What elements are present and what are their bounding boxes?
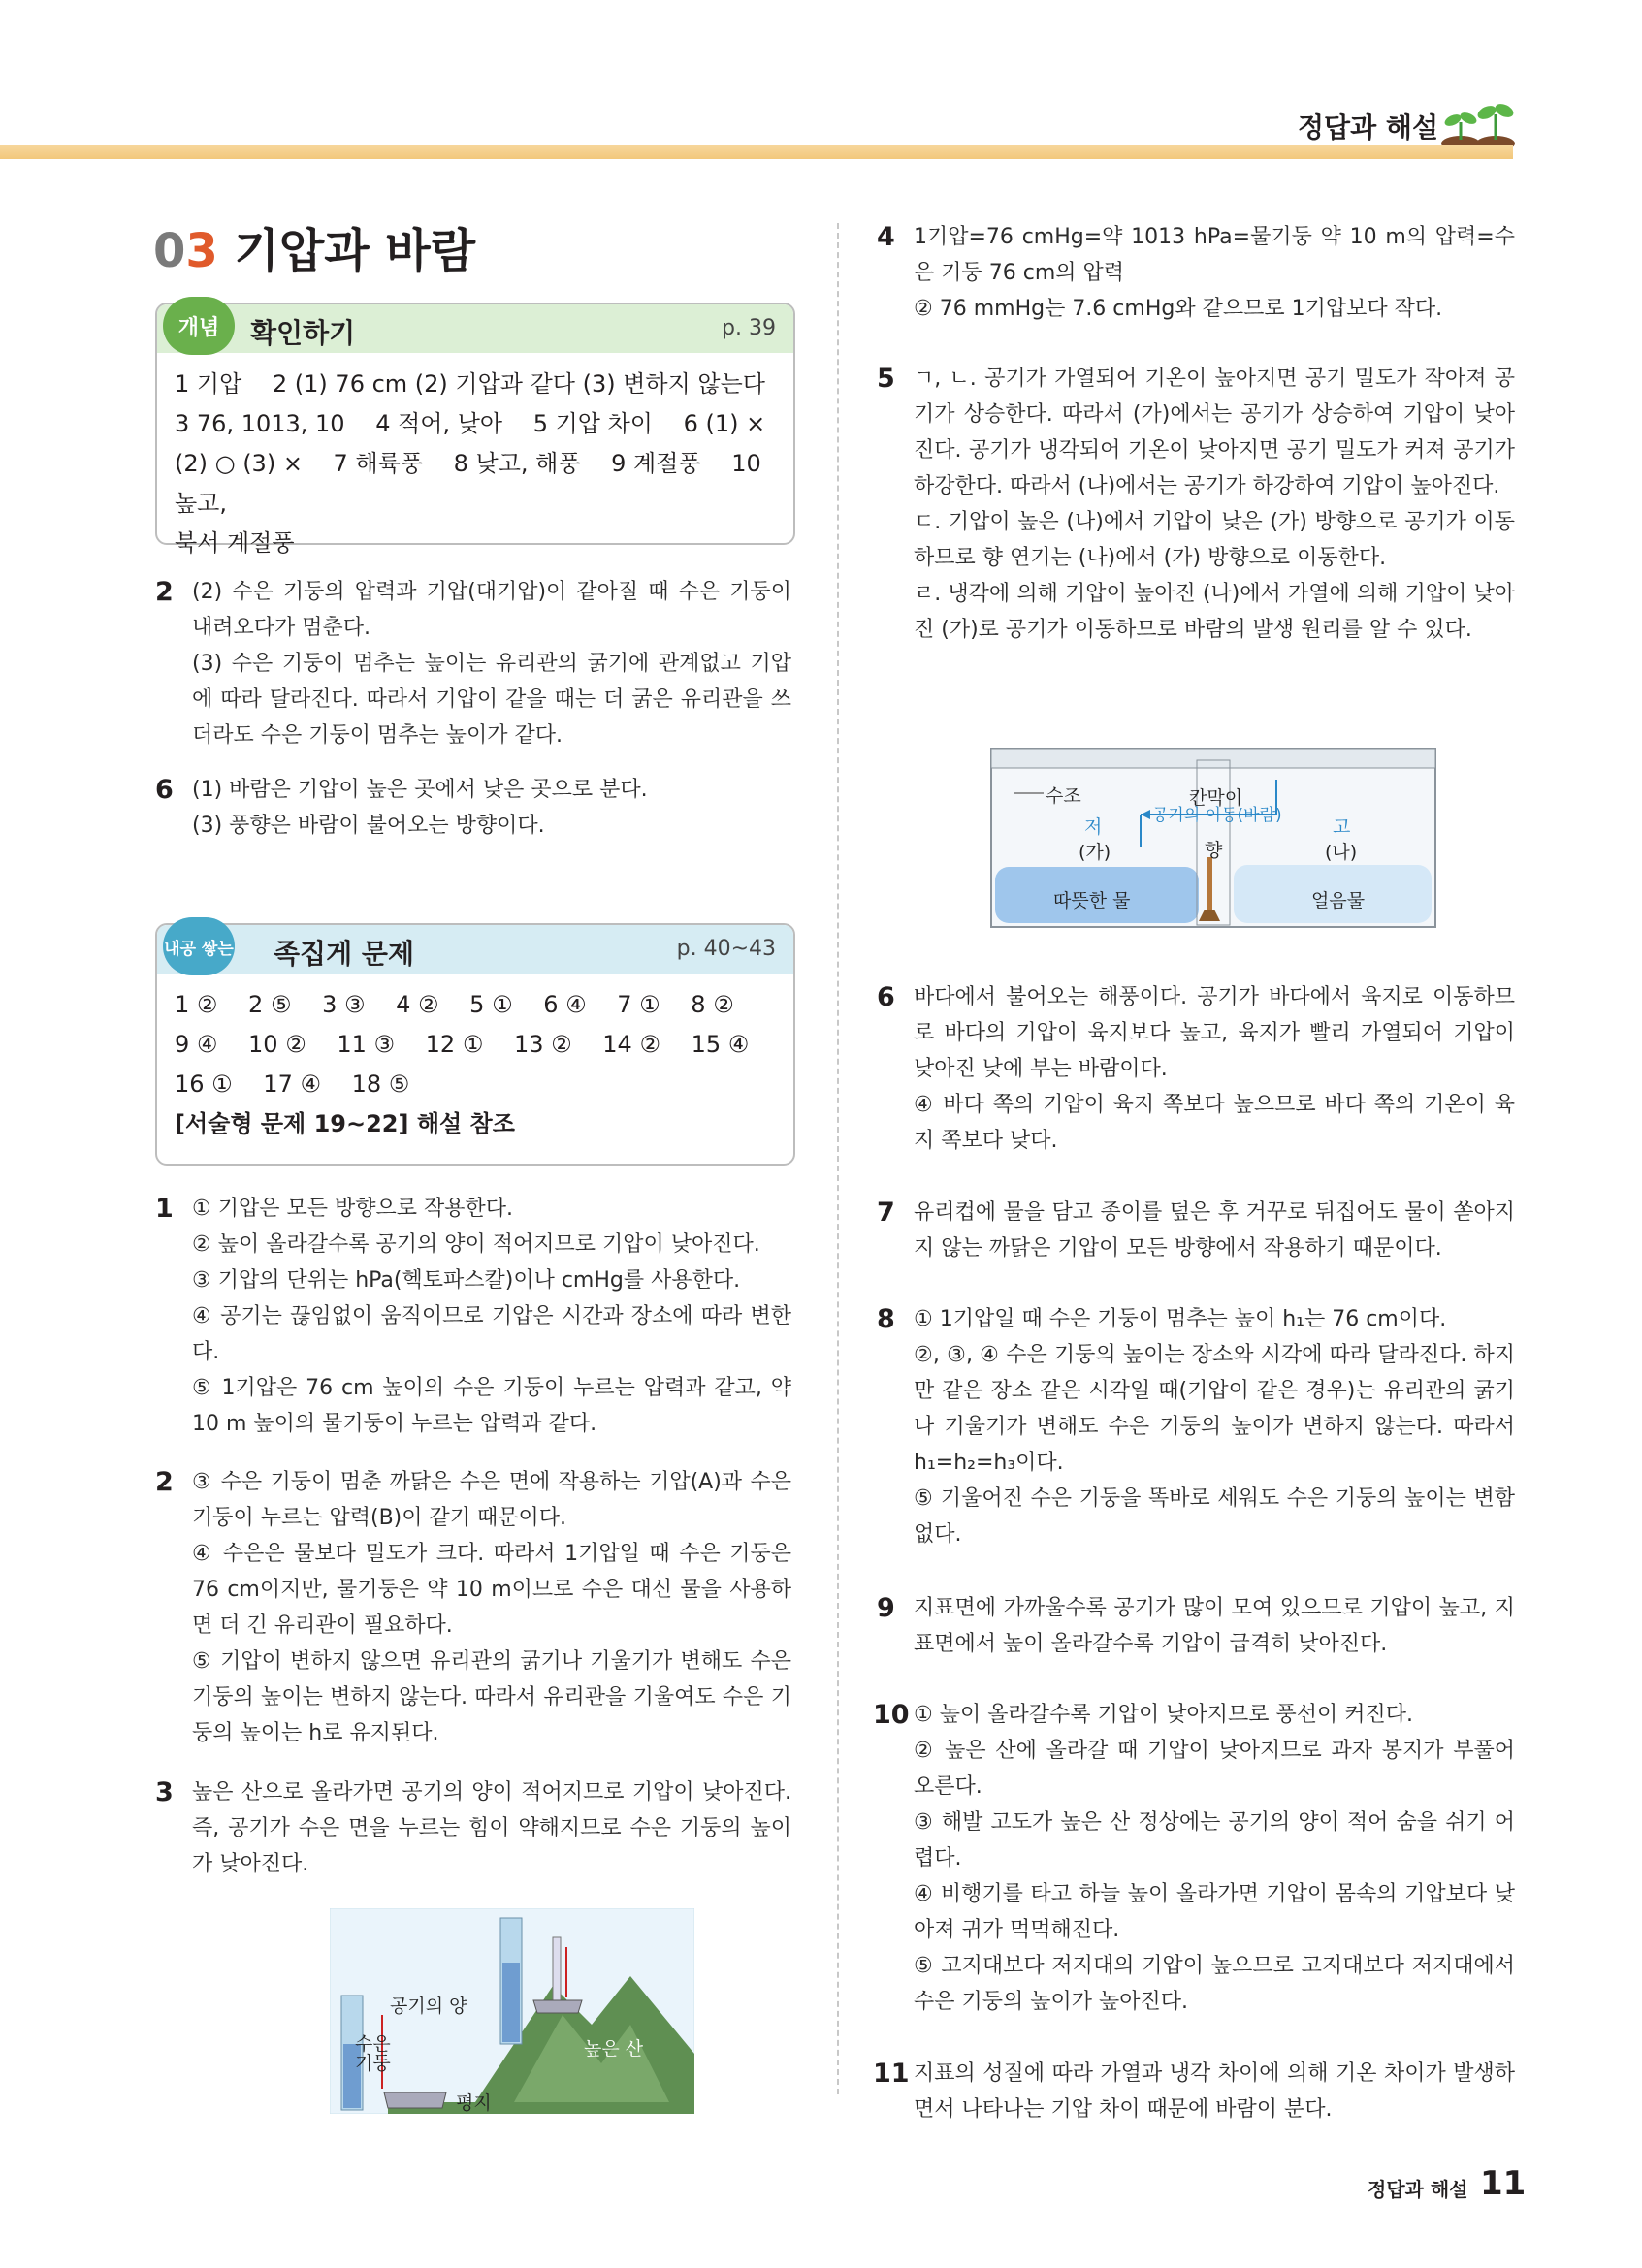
answer-line: ② 76 mmHg는 7.6 cmHg와 같으므로 1기압보다 작다. — [914, 297, 1443, 321]
item-number: 6 — [877, 982, 895, 1012]
fig-label: 공기의 양 — [390, 1996, 467, 2017]
answer-line: ㄷ. 기압이 높은 (나)에서 기압이 낮은 (가) 방향으로 공기가 이동하므로 향 연기는 (나)에서 (가) 방향으로 이동한다. — [914, 510, 1515, 570]
answer-line: ① 높이 올라갈수록 기압이 낮아지므로 풍선이 커진다. — [914, 1703, 1413, 1727]
answer-line: 16 ① 17 ④ 18 ⑤ — [175, 1070, 410, 1098]
answer-line: 지표의 성질에 따라 가열과 냉각 차이에 의해 기온 차이가 발생하면서 나타나는 기압 차이 때문에 바람이 분다. — [914, 2061, 1515, 2122]
fig-label: 고 — [1333, 816, 1351, 838]
answer-line: 유리컵에 물을 담고 종이를 덮은 후 거꾸로 뒤집어도 물이 쏟아지지 않는 까닭은 기압이 모든 방향에서 작용하기 때문이다. — [914, 1200, 1515, 1261]
problem-box — [155, 923, 795, 1166]
concept-box-page: p. 39 — [722, 316, 776, 340]
answer-2 — [155, 1464, 791, 1751]
answer-line: ⑤ 1기압은 76 cm 높이의 수은 기둥이 누르는 압력과 같고, 약 10 m 높이의 물기둥이 누르는 압력과 같다. — [192, 1376, 791, 1436]
answer-4 — [877, 219, 1515, 327]
concept-check-box — [155, 303, 795, 557]
fig-label: 수은 기둥 — [355, 2033, 391, 2074]
answer-line: ⑤ 기울어진 수은 기둥을 똑바로 세워도 수은 기둥의 높이는 변함없다. — [914, 1486, 1515, 1547]
answer-6 — [877, 979, 1515, 1159]
item-number: 6 — [155, 775, 174, 805]
fig-label: 얼음물 — [1311, 890, 1366, 911]
sprout-icon — [1439, 101, 1517, 151]
answer-10 — [873, 1697, 1515, 2020]
explanation-line: (3) 수은 기둥이 멈추는 높이는 유리관의 굵기에 관계없고 기압에 따라 달라진다. 따라서 기압이 같을 때는 더 굵은 유리관을 쓰더라도 수은 기둥이 멈추는 높이가 같다. — [192, 652, 791, 748]
answer-11 — [873, 2056, 1515, 2127]
item-number: 10 — [873, 1700, 910, 1730]
answer-line: [서술형 문제 19~22] 해설 참조 — [175, 1110, 515, 1137]
item-number: 7 — [877, 1198, 895, 1228]
concept-line: 북서 계절풍 — [175, 529, 295, 557]
answer-3 — [155, 1774, 791, 1882]
answer-5 — [877, 361, 1515, 648]
concept-line: 3 76, 1013, 10 4 적어, 낮아 5 기압 차이 6 (1) × — [175, 410, 766, 437]
answer-line: 높은 산으로 올라가면 공기의 양이 적어지므로 기압이 낮아진다. 즉, 공기가 수은 면을 누르는 힘이 약해지므로 수은 기둥의 높이가 낮아진다. — [192, 1780, 791, 1876]
answer-8 — [877, 1301, 1515, 1552]
section-title-text: 기압과 바람 — [234, 224, 476, 278]
item-number: 2 — [155, 1467, 174, 1497]
item-number: 8 — [877, 1304, 895, 1334]
fig-label: 수조 — [1046, 785, 1081, 807]
problem-answers — [175, 985, 780, 1144]
answer-line: ⑤ 기압이 변하지 않으면 유리관의 굵기나 기울기가 변해도 수은 기둥의 높이는 변하지 않는다. 따라서 유리관을 기울여도 수은 기둥의 높이는 h로 유지된다. — [192, 1649, 791, 1745]
explanation-line: (3) 풍향은 바람이 불어오는 방향이다. — [192, 814, 545, 838]
explanation-line: (1) 바람은 기압이 높은 곳에서 낮은 곳으로 분다. — [192, 778, 648, 802]
concept-explanation-2 — [155, 574, 791, 753]
answer-line: ① 기압은 모든 방향으로 작용한다. — [192, 1197, 513, 1221]
answer-line: ④ 공기는 끊임없이 움직이므로 기압은 시간과 장소에 따라 변한다. — [192, 1304, 791, 1364]
concept-badge: 개념 — [163, 297, 235, 355]
answer-line: ③ 수은 기둥이 멈춘 까닭은 수은 면에 작용하는 기압(A)과 수은 기둥이 누르는 압력(B)이 같기 때문이다. — [192, 1470, 791, 1530]
problem-box-header — [157, 925, 793, 974]
fig-label: 칸막이 — [1189, 787, 1243, 809]
header-bar — [0, 145, 1513, 159]
answer-line: 1 ② 2 ⑤ 3 ③ 4 ② 5 ① 6 ④ 7 ① 8 ② — [175, 991, 734, 1018]
problem-box-label: 족집게 문제 — [274, 938, 414, 970]
fig-label: 저 — [1084, 816, 1103, 838]
item-number: 5 — [877, 364, 895, 394]
answer-line: ④ 바다 쪽의 기압이 육지 쪽보다 높으므로 바다 쪽의 기온이 육지 쪽보다 낮다. — [914, 1093, 1515, 1153]
answer-line: 1기압=76 cmHg=약 1013 hPa=물기둥 약 10 m의 압력=수은 기둥 76 cm의 압력 — [914, 225, 1515, 285]
answer-1 — [155, 1191, 791, 1442]
fig-label: (가) — [1079, 842, 1111, 863]
item-number: 4 — [877, 222, 895, 252]
answer-line: 지표면에 가까울수록 공기가 많이 모여 있으므로 기압이 높고, 지표면에서 높이 올라갈수록 기압이 급격히 낮아진다. — [914, 1596, 1515, 1656]
mountain-diagram — [330, 1908, 694, 2114]
item-number: 1 — [155, 1194, 174, 1224]
problem-box-page: p. 40~43 — [676, 937, 776, 961]
problem-badge: 내공 쌓는 — [163, 917, 235, 975]
answer-line: ㄹ. 냉각에 의해 기압이 높아진 (나)에서 가열에 의해 기압이 낮아진 (가)로 공기가 이동하므로 바람의 발생 원리를 알 수 있다. — [914, 582, 1515, 642]
tank-wind-figure — [985, 741, 1441, 931]
concept-answers — [175, 365, 780, 563]
answer-line: ① 1기압일 때 수은 기둥이 멈추는 높이 h₁는 76 cm이다. — [914, 1307, 1447, 1331]
concept-box-label: 확인하기 — [250, 317, 356, 349]
fig-label: 높은 산 — [584, 2038, 644, 2060]
answer-line: ③ 기압의 단위는 hPa(헥토파스칼)이나 cmHg를 사용한다. — [192, 1268, 741, 1293]
answer-line: ③ 해발 고도가 높은 산 정상에는 공기의 양이 적어 숨을 쉬기 어렵다. — [914, 1810, 1515, 1870]
answer-line: ② 높이 올라갈수록 공기의 양이 적어지므로 기압이 낮아진다. — [192, 1232, 760, 1257]
concept-box-header — [157, 304, 793, 353]
answer-line: 바다에서 불어오는 해풍이다. 공기가 바다에서 육지로 이동하므로 바다의 기압이 육지보다 높고, 육지가 빨리 가열되어 기압이 낮아진 낮에 부는 바람이다. — [914, 985, 1515, 1081]
item-number: 3 — [155, 1777, 174, 1807]
answer-line: ② 높은 산에 올라갈 때 기압이 낮아지므로 과자 봉지가 부풀어 오른다. — [914, 1739, 1515, 1799]
footer-label: 정답과 해설 — [1368, 2178, 1468, 2201]
item-number: 11 — [873, 2059, 910, 2089]
fig-label: 공기의 이동(바람) — [1152, 806, 1282, 825]
answer-line: 9 ④ 10 ② 11 ③ 12 ① 13 ② 14 ② 15 ④ — [175, 1031, 750, 1058]
concept-line: (2) ○ (3) × 7 해륙풍 8 낮고, 해풍 9 계절풍 10 높고, — [175, 450, 761, 517]
fig-label: 따뜻한 물 — [1053, 890, 1131, 911]
concept-line: 1 기압 2 (1) 76 cm (2) 기압과 같다 (3) 변하지 않는다 — [175, 370, 765, 398]
answer-line: ㄱ, ㄴ. 공기가 가열되어 기온이 높아지면 공기 밀도가 작아져 공기가 상승한다. 따라서 (가)에서는 공기가 상승하여 기압이 낮아진다. 공기가 냉각되어 기온이 낮아지면 공기 밀도가 커져 공기가 하강한다. 따라서 (나)에서는 공기가 하강하여 기압이 높아진다. — [914, 367, 1515, 498]
mountain-pressure-figure — [330, 1908, 694, 2114]
answer-line: ⑤ 고지대보다 저지대의 기압이 높으므로 고지대보다 저지대에서 수은 기둥의 높이가 높아진다. — [914, 1954, 1515, 2014]
fig-label: (나) — [1325, 842, 1358, 863]
section-number: 03 — [153, 224, 218, 278]
answer-line: ④ 비행기를 타고 하늘 높이 올라가면 기압이 몸속의 기압보다 낮아져 귀가 먹먹해진다. — [914, 1882, 1515, 1942]
header-title: 정답과 해설 — [1298, 112, 1438, 144]
answer-7 — [877, 1195, 1515, 1266]
column-divider — [837, 223, 839, 2094]
item-number: 9 — [877, 1593, 895, 1623]
fig-label: 향 — [1205, 840, 1223, 861]
page-number: 11 — [1480, 2164, 1527, 2203]
section-title — [153, 213, 475, 280]
answer-line: ④ 수은은 물보다 밀도가 크다. 따라서 1기압일 때 수은 기둥은 76 cm이지만, 물기둥은 약 10 m이므로 수은 대신 물을 사용하면 더 긴 유리관이 필요하다. — [192, 1542, 791, 1638]
item-number: 2 — [155, 577, 174, 607]
explanation-line: (2) 수은 기둥의 압력과 기압(대기압)이 같아질 때 수은 기둥이 내려오다가 멈춘다. — [192, 580, 791, 640]
answer-9 — [877, 1590, 1515, 1662]
concept-explanation-6 — [155, 772, 791, 844]
fig-label: 평지 — [456, 2092, 492, 2114]
answer-line: ②, ③, ④ 수은 기둥의 높이는 장소와 시각에 따라 달라진다. 하지만 같은 장소 같은 시각일 때(기압이 같은 경우)는 유리관의 굵기나 기울기가 변해도 수은 기둥의 높이가 변하지 않는다. 따라서 h₁=h₂=h₃이다. — [914, 1343, 1515, 1475]
